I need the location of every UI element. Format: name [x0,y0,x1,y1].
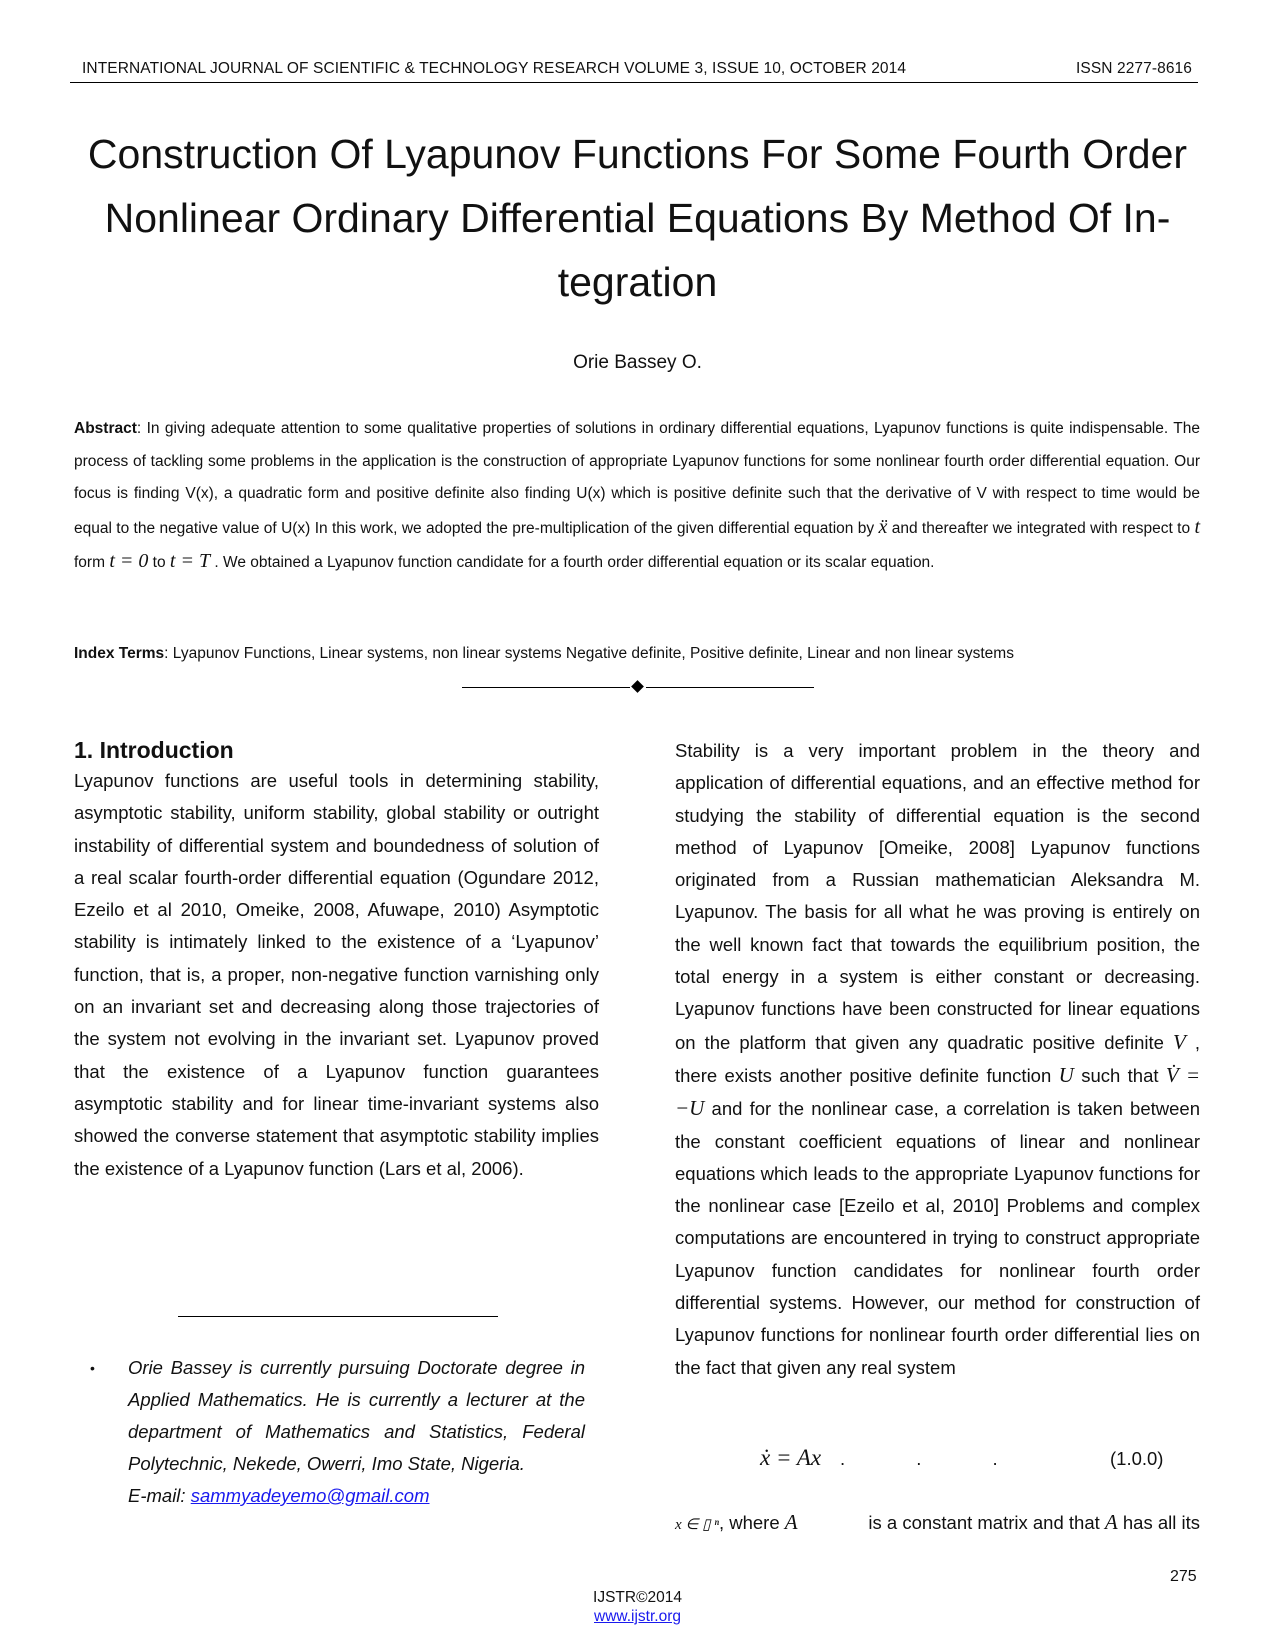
abstract-label: Abstract [74,420,137,437]
math-V-dot-equals-minus-U: V̇ = −U [675,1062,1201,1121]
title-line-1: Construction Of Lyapunov Functions For Some Fourth Order [87,131,1188,177]
page-number: 275 [1170,1568,1197,1585]
math-A-second: A [1104,1510,1118,1534]
right-column-paragraph: Stability is a very important problem in the theory and application of differential equations, and an effective method for studying the stability of differential equation is the second method of Lyapunov [Omeike, 2008] Lyapunov functions originated from a Russian mathematician Aleksandra M. Lyapunov. The basis for all what he was proving is entirely on the well known fact that towards the equilibrium position, the total energy in a system is either constant or decreasing. Lyapunov functions have been constructed for linear equations on the platform that given any quadratic positive definite V , there exists another positive definite function U such that V̇ = −U and for the nonlinear case, a correlation is taken between the constant coefficient equations of linear and nonlinear equations which leads to the appropriate Lyapunov functions for the nonlinear case [Ezeilo et al, 2010] Problems and complex computations are encountered in trying to construct appropriate Lyapunov function candidates for nonlinear fourth order differential systems. However, our method for construction of Lyapunov functions for nonlinear fourth order differential lies on the fact that given any real system [675,740,1201,1378]
section-separator [462,679,814,695]
footnote-rule [178,1316,498,1317]
section-heading-introduction: 1. Introduction [74,737,234,763]
right-column-last-line: x ∈ ▯ ⁿ, where A is a constant matrix and that A has all its [675,1510,1200,1534]
title-line-2: Nonlinear Ordinary Differential Equations By Method Of In- [104,195,1171,241]
index-terms-label: Index Terms [74,645,165,662]
math-x-double-dot: ẍ [878,515,888,538]
header-rule [70,82,1198,83]
author-footnote [90,1352,585,1512]
equation-expression: ẋ = Ax [760,1445,822,1470]
index-terms: Index Terms: Lyapunov Functions, Linear systems, non linear systems Negative definite, Positive definite, Linear and non linear systems [74,645,1014,662]
equation-1-0-0 [760,1445,1200,1471]
footer-url-link[interactable]: www.ijstr.org [594,1608,681,1625]
footnote-text: Orie Bassey is currently pursuing Doctorate degree in Applied Mathematics. He is currently a lecturer at the department of Mathematics and Statistics, Federal Polytechnic, Nekede, Owerri, Imo State, Nigeria. [128,1357,585,1474]
footer-copyright: IJSTR©2014 [593,1589,682,1606]
math-V: V [1172,1029,1186,1054]
abstract: Abstract: In giving adequate attention to some qualitative properties of solutions in ordinary differential equations, Lyapunov functions is quite indispensable. The process of tackling some problems in the application is the construction of appropriate Lyapunov functions for some nonlinear fourth order differential equation. Our focus is finding V(x), a quadratic form and positive definite also finding U(x) which is positive definite such that the derivative of V with respect to time would be equal to the negative value of U(x) In this work, we adopted the pre-multiplication of the given differential equation by ẍ and thereafter we integrated with respect to t form t = 0 to t = T . We obtained a Lyapunov function candidate for a fourth order differential equation or its scalar equation. [74,420,1200,572]
separator-line-right [646,687,814,688]
introduction-paragraph: Lyapunov functions are useful tools in determining stability, asymptotic stability, uniform stability, global stability or outright instability of differential system and boundedness of solution of a real scalar fourth-order differential equation (Ogundare 2012, Ezeilo et al 2010, Omeike, 2008, Afuwape, 2010) Asymptotic stability is intimately linked to the existence of a ‘Lyapunov’ function, that is, a proper, non-negative function varnishing only on an invariant set and decreasing along those trajectories of the system not evolving in the invariant set. Lyapunov proved that the existence of a Lyapunov function guarantees asymptotic stability and for linear time-invariant systems also showed the converse statement that asymptotic stability implies the existence of a Lyapunov function (Lars et al, 2006). [74,770,599,1179]
math-A: A [784,1510,798,1534]
issn: ISSN 2277-8616 [1075,60,1192,77]
equation-number: (1.0.0) [1110,1448,1164,1469]
right-column [675,735,1200,1384]
running-header [82,60,1192,78]
separator-line-left [462,687,630,688]
email-label: E-mail: [128,1485,191,1506]
email-link[interactable]: sammyadeyemo@gmail.com [190,1485,430,1506]
math-t-capital: t = T [169,550,211,572]
math-t-zero: t = 0 [109,550,149,572]
equation-dots: . . . [840,1448,1031,1469]
left-column [74,735,599,1185]
title-line-3: tegration [557,259,718,305]
math-U: U [1058,1062,1074,1087]
paper-title [60,122,1215,314]
bullet-icon: • [90,1360,95,1376]
math-x-in-Rn: x ∈ ▯ ⁿ [675,1517,719,1533]
journal-name: INTERNATIONAL JOURNAL OF SCIENTIFIC & TECHNOLOGY RESEARCH VOLUME 3, ISSUE 10, OCTOBER 2014 [82,60,907,77]
page-footer [0,1588,1275,1626]
separator-diamond-icon [631,680,644,693]
math-t: t [1194,515,1200,538]
author: Orie Bassey O. [573,352,702,373]
